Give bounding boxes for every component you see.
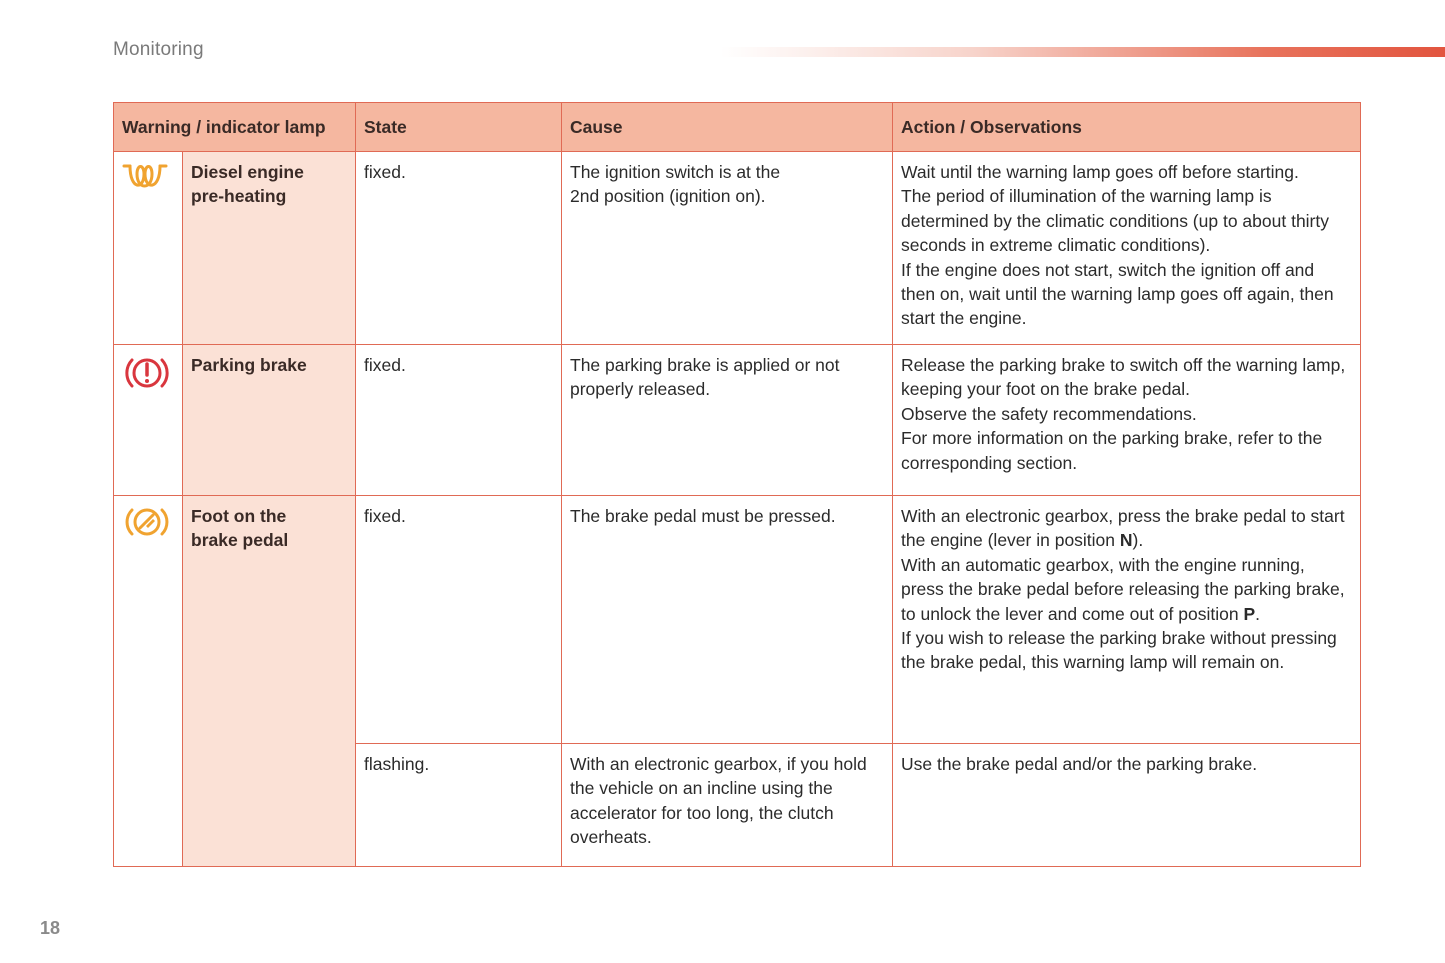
action-text: With an automatic gearbox, with the engine running, press the brake pedal before releasing the parking brake, to unlock the lever and come out of position <box>901 554 1345 624</box>
action-text: ). <box>1132 530 1144 551</box>
lamp-name <box>183 345 356 496</box>
parking-brake-icon <box>122 353 174 393</box>
icon-cell <box>114 152 183 345</box>
icon-cell <box>114 496 183 867</box>
cause-cell: With an electronic gearbox, if you hold the vehicle on an incline using the accelerator for too long, the clutch overheats. <box>562 744 893 867</box>
page-number: 18 <box>40 918 61 938</box>
action-paragraph <box>901 553 1352 626</box>
header-accent-bar <box>720 47 1445 57</box>
header-action: Action / Observations <box>893 103 1361 152</box>
lamp-name-line: pre-heating <box>191 186 287 207</box>
state-cell: fixed. <box>356 152 562 345</box>
action-cell <box>893 152 1361 345</box>
icon-cell <box>114 345 183 496</box>
action-paragraph: For more information on the parking brake, refer to the corresponding section. <box>901 428 1323 473</box>
action-cell <box>893 345 1361 496</box>
section-title: Monitoring <box>113 39 204 60</box>
header-cause: Cause <box>562 103 893 152</box>
header-lamp: Warning / indicator lamp <box>114 103 356 152</box>
table-row-foot-on-brake <box>114 496 1361 744</box>
action-cell: Use the brake pedal and/or the parking brake. <box>893 744 1361 867</box>
table-header-row <box>114 103 1361 152</box>
cause-line: The ignition switch is at the <box>570 162 781 182</box>
action-paragraph: Observe the safety recommendations. <box>901 403 1197 424</box>
lamp-name <box>183 152 356 345</box>
table-row-parking-brake <box>114 345 1361 496</box>
warning-lamps-table <box>113 102 1361 867</box>
lamp-name-line: Diesel engine <box>191 162 304 182</box>
action-text: . <box>1255 603 1260 624</box>
state-cell: fixed. <box>356 345 562 496</box>
action-paragraph: If the engine does not start, switch the ignition off and then on, wait until the warning lamp goes off again, then start the engine. <box>901 259 1334 329</box>
action-paragraph: If you wish to release the parking brake without pressing the brake pedal, this warning lamp will remain on. <box>901 628 1337 673</box>
glow-plug-coil-icon <box>122 160 174 190</box>
state-cell: flashing. <box>356 744 562 867</box>
gear-position-p: P <box>1243 603 1256 624</box>
lamp-name-line: Foot on the <box>191 506 287 526</box>
action-text: With an electronic gearbox, press the brake pedal to start the engine (lever in position <box>901 506 1345 551</box>
foot-on-brake-icon <box>122 504 174 540</box>
cause-line: 2nd position (ignition on). <box>570 186 766 207</box>
table-row-diesel-preheating <box>114 152 1361 345</box>
lamp-name <box>183 496 356 867</box>
cause-cell <box>562 152 893 345</box>
lamp-name-line: Parking brake <box>191 355 307 375</box>
lamp-name-line: brake pedal <box>191 530 289 551</box>
header-state: State <box>356 103 562 152</box>
action-paragraph: Release the parking brake to switch off the warning lamp, keeping your foot on the brake pedal. <box>901 355 1346 400</box>
cause-cell: The brake pedal must be pressed. <box>562 496 893 744</box>
state-cell: fixed. <box>356 496 562 744</box>
cause-cell: The parking brake is applied or not properly released. <box>562 345 893 496</box>
action-paragraph: The period of illumination of the warning lamp is determined by the climatic conditions (up to about thirty seconds in extreme climatic conditions). <box>901 186 1329 256</box>
action-cell <box>893 496 1361 744</box>
action-paragraph: Wait until the warning lamp goes off before starting. <box>901 162 1299 182</box>
action-paragraph <box>901 504 1352 553</box>
gear-position-n: N <box>1119 530 1133 551</box>
